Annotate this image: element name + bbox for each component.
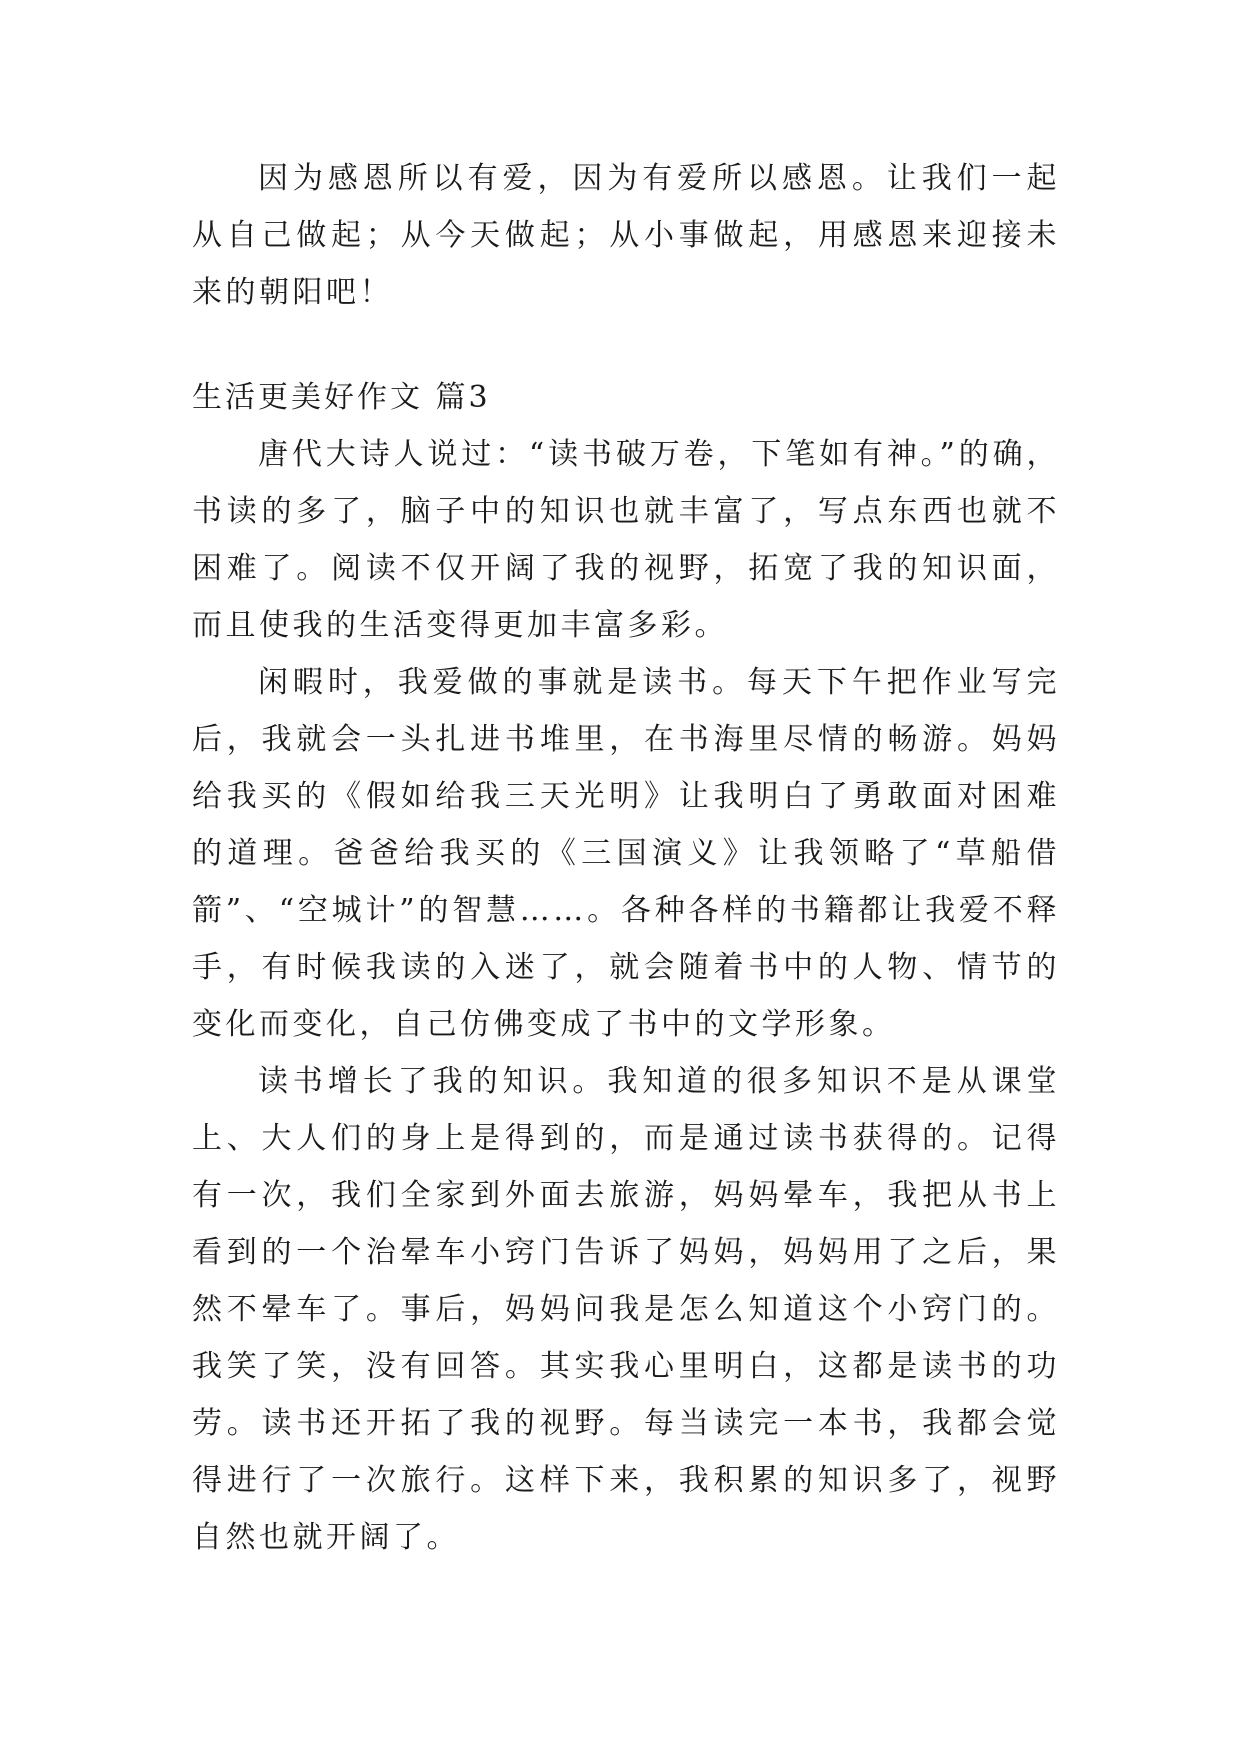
paragraph-intro: 因为感恩所以有爱，因为有爱所以感恩。让我们一起从自己做起；从今天做起；从小事做起，用感恩来迎接未来的朝阳吧！ [192,161,1060,310]
document-page [192,150,1060,1566]
paragraph-1: 唐代大诗人说过：“读书破万卷，下笔如有神。”的确，书读的多了，脑子中的知识也就丰富了，写点东西也就不困难了。阅读不仅开阔了我的视野，拓宽了我的知识面，而且使我的生活变得更加丰富多彩。 [192,437,1060,643]
paragraph-3: 读书增长了我的知识。我知道的很多知识不是从课堂上、大人们的身上是得到的，而是通过读书获得的。记得有一次，我们全家到外面去旅游，妈妈晕车，我把从书上看到的一个治晕车小窍门告诉了妈妈，妈妈用了之后，果然不晕车了。事后，妈妈问我是怎么知道这个小窍门的。我笑了笑，没有回答。其实我心里明白，这都是读书的功劳。读书还开拓了我的视野。每当读完一本书，我都会觉得进行了一次旅行。这样下来，我积累的知识多了，视野自然也就开阔了。 [192,1064,1060,1555]
paragraph-2: 闲暇时，我爱做的事就是读书。每天下午把作业写完后，我就会一头扎进书堆里，在书海里尽情的畅游。妈妈给我买的《假如给我三天光明》让我明白了勇敢面对困难的道理。爸爸给我买的《三国演义》让我领略了“草船借箭”、“空城计”的智慧……。各种各样的书籍都让我爱不释手，有时候我读的入迷了，就会随着书中的人物、情节的变化而变化，自己仿佛变成了书中的文学形象。 [192,665,1060,1042]
section-heading: 生活更美好作文 篇3 [192,380,491,415]
